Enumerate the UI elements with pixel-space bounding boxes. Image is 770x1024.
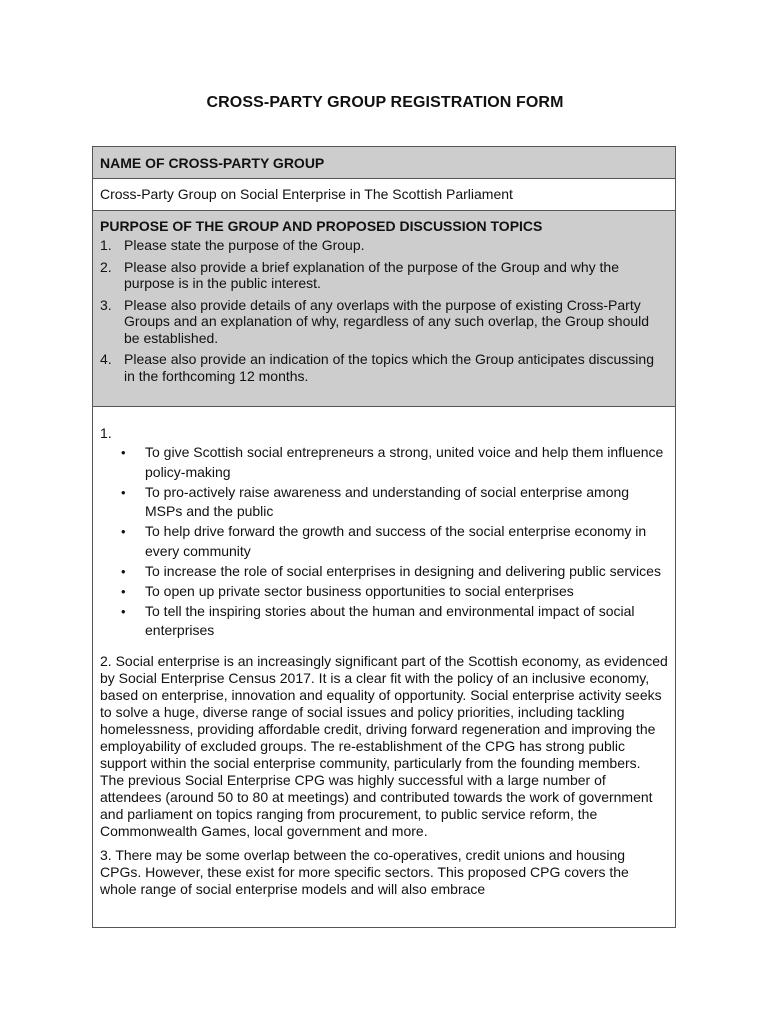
question-item (100, 297, 668, 347)
question-text: Please also provide details of any overlaps with the purpose of existing Cross-Party Groups and an explanation of why, regardless of any such overlap, the Group should be established. (124, 296, 650, 346)
purpose-section-heading: PURPOSE OF THE GROUP AND PROPOSED DISCUSSION TOPICS (100, 218, 543, 234)
question-number: 3. (100, 296, 112, 313)
bullet-item (121, 522, 668, 561)
bullet-icon: • (121, 563, 126, 579)
bullet-text: To help drive forward the growth and success of the social enterprise economy in every community (145, 523, 647, 559)
answer-1-bullet-list (100, 443, 668, 641)
name-section-heading: NAME OF CROSS-PARTY GROUP (93, 147, 675, 179)
question-number: 1. (100, 237, 112, 253)
bullet-item (121, 483, 668, 522)
bullet-icon: • (121, 603, 126, 619)
answers-section (93, 407, 675, 898)
bullet-icon: • (121, 583, 126, 599)
purpose-section (93, 211, 675, 407)
question-item (100, 259, 668, 292)
answer-1-number: 1. (100, 425, 112, 441)
registration-form-table (92, 146, 676, 928)
group-name-value: Cross-Party Group on Social Enterprise in The Scottish Parliament (93, 179, 675, 211)
question-text: Please state the purpose of the Group. (124, 237, 365, 253)
bullet-item (121, 602, 668, 641)
bullet-text: To increase the role of social enterprises in designing and delivering public services (145, 562, 661, 579)
bullet-text: To open up private sector business opportunities to social enterprises (145, 582, 574, 599)
bullet-item (121, 443, 668, 482)
purpose-questions-list (100, 237, 668, 384)
bullet-icon: • (121, 445, 126, 460)
bullet-icon: • (121, 484, 126, 500)
question-item (100, 351, 668, 384)
question-item (100, 237, 668, 254)
bullet-icon: • (121, 524, 126, 539)
bullet-item (121, 562, 668, 582)
bullet-item (121, 582, 668, 602)
bullet-text: To give Scottish social entrepreneurs a strong, united voice and help them influence policy-making (145, 444, 664, 480)
form-title: CROSS-PARTY GROUP REGISTRATION FORM (206, 94, 564, 111)
bullet-text: To pro-actively raise awareness and understanding of social enterprise among MSPs and the public (145, 483, 630, 519)
answer-3-paragraph: 3. There may be some overlap between the co-operatives, credit unions and housing CPGs. However, these exist for more specific sectors. This proposed CPG covers the whole range of social enterprise models and will also embrace (100, 846, 629, 897)
question-number: 2. (100, 258, 112, 275)
answer-2-paragraph: 2. Social enterprise is an increasingly significant part of the Scottish economy, as evidenced by Social Enterprise Census 2017. It is a clear fit with the policy of an inclusive economy, based on enterprise, innovation and equality of opportunity. Social enterprise activity seeks to solve a huge, diverse range of social issues and policy priorities, including tackling homelessness, providing affordable credit, driving forward regeneration and improving the employability of excluded groups. The re-establishment of the CPG has strong public support within the social enterprise community, particularly from the founding members. The previous Social Enterprise CPG was highly successful with a large number of attendees (around 50 to 80 at meetings) and contributed towards the work of government and parliament on topics ranging from procurement, to public service reform, the Commonwealth Games, local government and more. (100, 652, 668, 839)
question-text: Please also provide a brief explanation of the purpose of the Group and why the purpose is in the public interest. (124, 258, 619, 291)
question-number: 4. (100, 351, 112, 367)
bullet-text: To tell the inspiring stories about the human and environmental impact of social enterprises (145, 602, 635, 638)
question-text: Please also provide an indication of the topics which the Group anticipates discussing in the forthcoming 12 months. (124, 351, 654, 384)
